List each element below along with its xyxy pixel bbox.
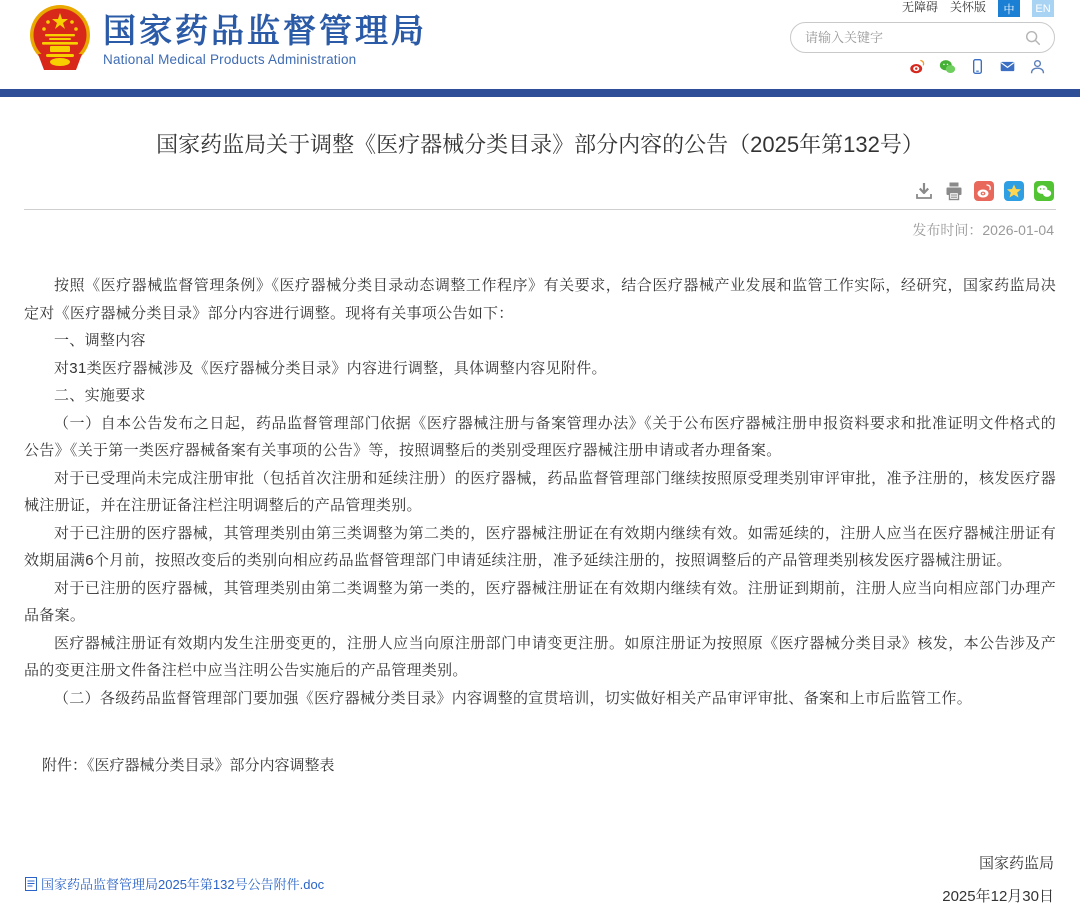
print-icon[interactable] (944, 181, 964, 201)
site-header (0, 0, 1080, 89)
paragraph: 对31类医疗器械涉及《医疗器械分类目录》内容进行调整，具体调整内容见附件。 (54, 359, 607, 377)
search-box (790, 22, 1055, 53)
signature-agency: 国家药监局 (978, 855, 1054, 872)
signature-date: 2025年12月30日 (942, 888, 1054, 905)
accessibility-link[interactable]: 无障碍 (901, 0, 938, 14)
header-divider-bar (0, 89, 1080, 97)
share-weibo-icon[interactable] (974, 181, 994, 201)
site-name-zh: 国家药品监督管理局 (103, 12, 427, 49)
user-icon[interactable] (1029, 58, 1046, 75)
article-body (24, 272, 1056, 712)
page-title: 国家药监局关于调整《医疗器械分类目录》部分内容的公告（2025年第132号） (156, 132, 924, 157)
mail-icon[interactable] (999, 58, 1016, 75)
lang-en-button[interactable]: EN (1032, 0, 1054, 17)
paragraph: 医疗器械注册证有效期内发生注册变更的，注册人应当向原注册部门申请变更注册。如原注册证为按照原《医疗器械分类目录》核发，本公告涉及产品的变更注册文件备注栏中应当注明公告实施后的产品管理类别。 (24, 634, 1056, 679)
section-heading: 二、实施要求 (54, 387, 146, 404)
doc-file-icon (24, 877, 38, 891)
header-social-icons (909, 58, 1046, 75)
search-input[interactable] (803, 29, 1024, 46)
weibo-icon[interactable] (909, 58, 926, 75)
paragraph: 按照《医疗器械监督管理条例》《医疗器械分类目录动态调整工作程序》有关要求，结合医疗器械产业发展和监管工作实际，经研究，国家药监局决定对《医疗器械分类目录》部分内容进行调整。现将有关事项公告如下： (24, 277, 1056, 322)
section-heading: 一、调整内容 (54, 332, 146, 349)
search-icon[interactable] (1024, 29, 1042, 47)
publish-time: 发布时间：2026-01-04 (912, 222, 1054, 238)
paragraph: 对于已注册的医疗器械，其管理类别由第二类调整为第一类的，医疗器械注册证在有效期内继续有效。注册证到期前，注册人应当向相应部门办理产品备案。 (24, 579, 1056, 624)
title-divider (24, 209, 1056, 210)
article-content (0, 129, 1080, 913)
attachment-doc-link[interactable] (24, 874, 324, 893)
download-icon[interactable] (914, 181, 934, 201)
attachment-filename: 国家药品监督管理局2025年第132号公告附件.doc (41, 877, 325, 892)
utility-bar (902, 0, 1054, 17)
wechat-icon[interactable] (939, 58, 956, 75)
paragraph: （一）自本公告发布之日起，药品监督管理部门依据《医疗器械注册与备案管理办法》《关于公布医疗器械注册申报资料要求和批准证明文件格式的公告》《关于第一类医疗器械备案有关事项的公告》等，按照调整后的类别受理医疗器械注册申请或者办理备案。 (24, 414, 1056, 459)
share-qzone-icon[interactable] (1004, 181, 1024, 201)
paragraph: （二）各级药品监督管理部门要加强《医疗器械分类目录》内容调整的宣贯培训，切实做好相关产品审评审批、备案和上市后监管工作。 (54, 689, 973, 707)
care-mode-link[interactable]: 关怀版 (949, 0, 986, 14)
article-toolbar (24, 179, 1056, 203)
site-title (103, 13, 427, 67)
site-name-en: National Medical Products Administration (103, 52, 357, 68)
paragraph: 对于已注册的医疗器械，其管理类别由第三类调整为第二类的，医疗器械注册证在有效期内继续有效。如需延续的，注册人应当在医疗器械注册证有效期届满6个月前，按照改变后的类别向相应药品监督管理部门申请延续注册，准予延续注册的，按照调整后的产品管理类别核发医疗器械注册证。 (24, 524, 1056, 569)
paragraph: 对于已受理尚未完成注册审批（包括首次注册和延续注册）的医疗器械，药品监督管理部门继续按照原受理类别审评审批，准予注册的，核发医疗器械注册证，并在注册证备注栏注明调整后的产品管理类别。 (24, 469, 1056, 514)
mobile-icon[interactable] (969, 58, 986, 75)
share-wechat-icon[interactable] (1034, 181, 1054, 201)
national-emblem-logo[interactable] (28, 4, 92, 74)
lang-zh-button[interactable]: 中 (998, 0, 1020, 17)
attachment-note: 附件：《医疗器械分类目录》部分内容调整表 (42, 757, 335, 774)
